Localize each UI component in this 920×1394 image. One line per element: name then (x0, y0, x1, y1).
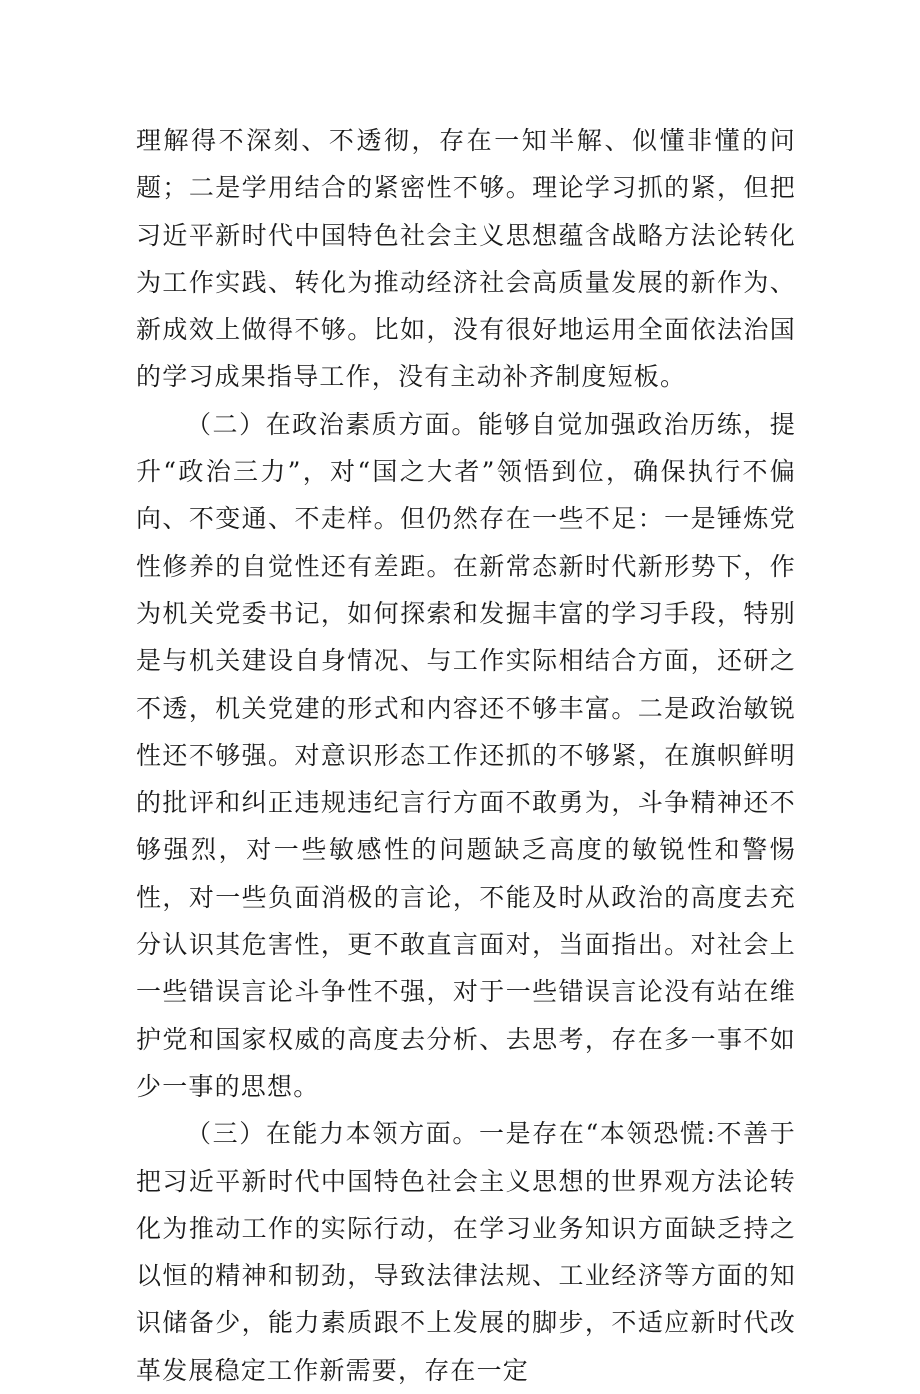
document-body (136, 117, 796, 1394)
paragraph-3: （三）在能力本领方面。一是存在“本领恐慌:不善于把习近平新时代中国特色社会主义思想的世界观方法论转化为推动工作的实际行动，在学习业务知识方面缺乏持之以恒的精神和韧劲，导致法律法规、工业经济等方面的知识储备少，能力素质跟不上发展的脚步，不适应新时代改革发展稳定工作新需要，存在一定 (136, 1119, 796, 1385)
paragraph-2: （二）在政治素质方面。能够自觉加强政治历练，提升“政治三力”，对“国之大者”领悟到位，确保执行不偏向、不变通、不走样。但仍然存在一些不足：一是锤炼党性修养的自觉性还有差距。在新常态新时代新形势下，作为机关党委书记，如何探索和发掘丰富的学习手段，特别是与机关建设自身情况、与工作实际相结合方面，还研之不透，机关党建的形式和内容还不够丰富。二是政治敏锐性还不够强。对意识形态工作还抓的不够紧，在旗帜鲜明的批评和纠正违规违纪言行方面不敢勇为，斗争精神还不够强烈，对一些敏感性的问题缺乏高度的敏锐性和警惕性，对一些负面消极的言论，不能及时从政治的高度去充分认识其危害性，更不敢直言面对，当面指出。对社会上一些错误言论斗争性不强，对于一些错误言论没有站在维护党和国家权威的高度去分析、去思考，存在多一事不如少一事的思想。 (136, 409, 796, 1101)
paragraph-1: 理解得不深刻、不透彻，存在一知半解、似懂非懂的问题；二是学用结合的紧密性不够。理论学习抓的紧，但把习近平新时代中国特色社会主义思想蕴含战略方法论转化为工作实践、转化为推动经济社会高质量发展的新作为、新成效上做得不够。比如，没有很好地运用全面依法治国的学习成果指导工作，没有主动补齐制度短板。 (136, 126, 796, 392)
